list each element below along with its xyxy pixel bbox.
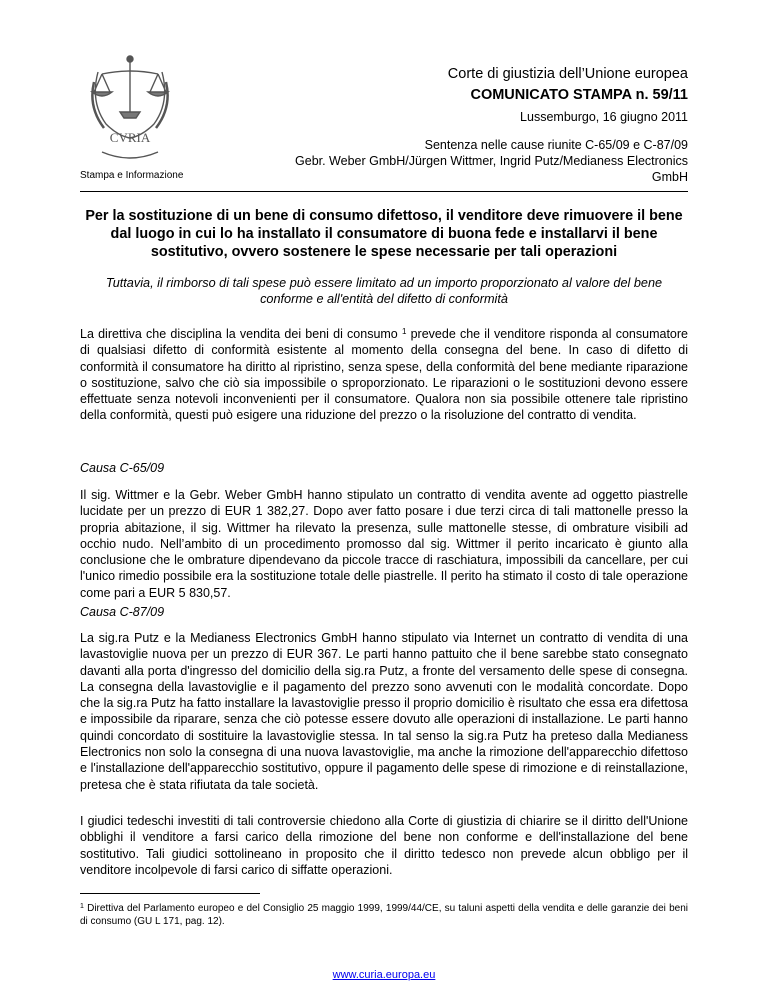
case-reference-line-2: Gebr. Weber GmbH/Jürgen Wittmer, Ingrid Putz/Medianess Electronics: [295, 154, 688, 168]
curia-website-link[interactable]: www.curia.europa.eu: [332, 969, 436, 981]
case-reference-line-3: GmbH: [651, 170, 688, 184]
press-release-number: COMUNICATO STAMPA n. 59/11: [470, 87, 688, 103]
case-c87-heading: Causa C-87/09: [80, 605, 165, 619]
footnote-text: Direttiva del Parlamento europeo e del Consiglio 25 maggio 1999, 1999/44/CE, su taluni aspetti della vendita e delle garanzie dei beni di consumo (GU L 171, pag. 12).: [80, 903, 689, 927]
curia-logo-text: CVRIA: [109, 130, 151, 145]
subheadline: Tuttavia, il rimborso di tali spese può essere limitato ad un importo proporzionato al valore del bene conforme e all'entità del difetto di conformità: [105, 276, 663, 306]
intro-paragraph: [80, 326, 688, 424]
release-date: Lussemburgo, 16 giugno 2011: [520, 110, 688, 124]
curia-logo: [80, 52, 180, 164]
footnote-number: 1: [80, 903, 84, 910]
case-c65-heading: Causa C-65/09: [80, 461, 165, 475]
footnote-reference: 1: [401, 327, 407, 336]
conclusion-paragraph: I giudici tedeschi investiti di tali controversie chiedono alla Corte di giustizia di chiarire se il diritto dell'Unione obblighi il venditore a farsi carico della rimozione del bene non conforme e dell'installazione del bene sostitutivo. Tali giudici sottolineano in proposito che il diritto tedesco non prevede alcun obbligo per il venditore incolpevole di farsi carico di siffatte operazioni.: [80, 814, 688, 877]
headline: Per la sostituzione di un bene di consumo difettoso, il venditore deve rimuovere il bene dal luogo in cui lo ha installato il consumatore di buona fede e installarvi il bene sostitutivo, ovvero sostenere le spese necessarie per tali operazioni: [85, 208, 683, 260]
case-c87-paragraph: La sig.ra Putz e la Medianess Electronics GmbH hanno stipulato via Internet un contratto di vendita di una lavastoviglie nuova per un prezzo di EUR 367. Le parti hanno pattuito che il bene sarebbe stato consegnato davanti alla porta d'ingresso del domicilio della sig.ra Putz, a fronte del versamento delle spese di consegna. La consegna della lavastoviglie e il pagamento del prezzo sono avvenuti con le modalità concordate. Dopo che la sig.ra Putz ha fatto installare la lavastoviglie presso il proprio domicilio è risultato che essa era difettosa e impossibile da riparare, senza che ciò potesse essere dovuto alle operazioni di installazione. Le parti hanno quindi concordato di sostituire la lavastoviglie stessa. In tal senso la sig.ra Putz ha preteso dalla Medianess Electronics non solo la consegna di una nuova lavastoviglie, ma anche la rimozione dell'apparecchio difettoso e l'installazione dell'apparecchio sostitutivo, oppure il pagamento delle spese di rimozione e di reinstallazione, pretesa che è stata rifiutata da tale società.: [80, 631, 688, 792]
header-divider: [80, 191, 688, 192]
court-name: Corte di giustizia dell’Unione europea: [447, 66, 688, 82]
footnote-divider: [80, 893, 260, 894]
intro-text-start: La direttiva che disciplina la vendita dei beni di consumo: [80, 327, 402, 341]
intro-text-end: prevede che il venditore risponda al consumatore di qualsiasi difetto di conformità esistente al momento della consegna del bene. In caso di difetto di conformità il consumatore ha diritto al ripristino, senza spese, della conformità del bene mediante riparazione o sostituzione, salvo che ciò sia impossibile o sproporzionato. Le riparazioni o le sostituzioni devono essere effettuate senza notevoli inconvenienti per il consumatore. Qualora non sia possibile ottenere tale ripristino della conformità, questi può esigere una riduzione del prezzo o la risoluzione del contratto di vendita.: [80, 327, 688, 423]
footnote: [80, 902, 688, 928]
case-c65-paragraph: Il sig. Wittmer e la Gebr. Weber GmbH hanno stipulato un contratto di vendita avente ad oggetto piastrelle lucidate per un prezzo di EUR 1 382,27. Dopo aver fatto posare i due terzi circa di tali mattonelle presso la propria abitazione, il sig. Wittmer ha rilevato la presenza, sulle mattonelle stesse, di ombrature visibili ad occhio nudo. Nell’ambito di un procedimento promosso dal sig. Wittmer il perito incaricato è giunto alla conclusione che le ombrature dipendevano da piccole tracce di raschiatura, impossibili da cancellare, per cui l'unico rimedio possibile era la sostituzione totale delle piastrelle. Il perito ha stimato il costo di tale operazione come pari a EUR 5 830,57.: [80, 488, 688, 600]
press-service-label: Stampa e Informazione: [80, 170, 184, 181]
case-reference-line-1: Sentenza nelle cause riunite C-65/09 e C-87/09: [424, 138, 688, 152]
